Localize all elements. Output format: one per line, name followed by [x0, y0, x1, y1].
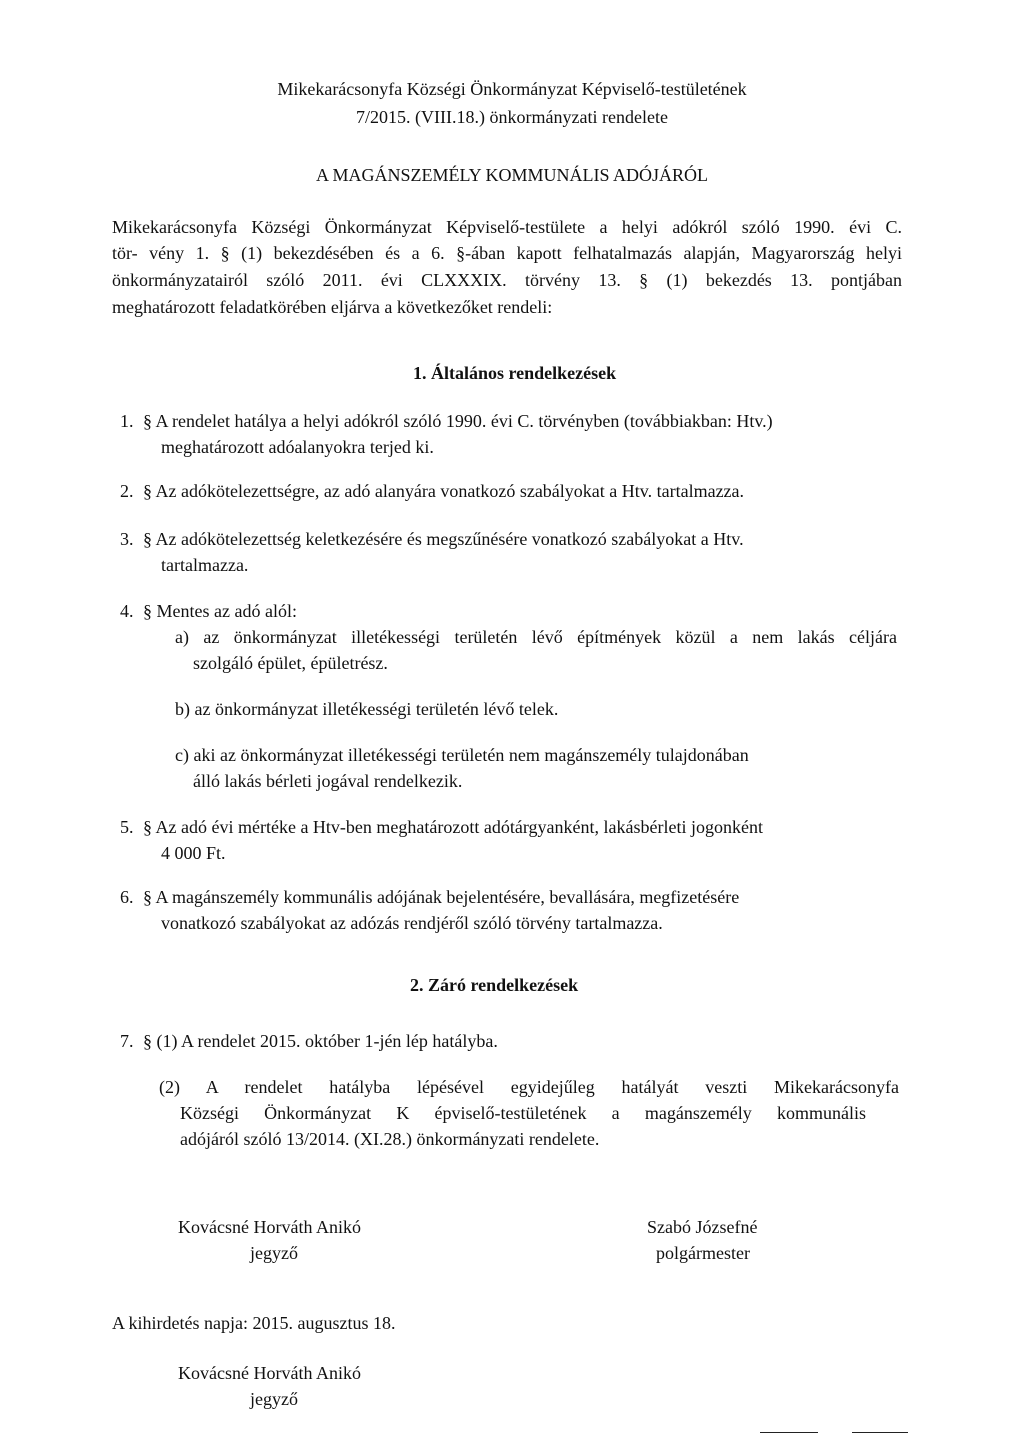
- announcement-signatory-title: jegyző: [250, 1389, 298, 1409]
- paragraph-7-line-1: § (1) A rendelet 2015. október 1-jén lép hatályba.: [143, 1031, 498, 1051]
- paragraph-1-line-1: § A rendelet hatálya a helyi adókról szóló 1990. évi C. törvényben (továbbiakban: Htv.): [143, 411, 773, 431]
- announcement-signatory-name: Kovácsné Horváth Anikó: [178, 1363, 361, 1383]
- announcement-date: A kihirdetés napja: 2015. augusztus 18.: [112, 1313, 396, 1333]
- paragraph-7-2-line-3: adójáról szóló 13/2014. (XI.28.) önkormányzati rendelete.: [180, 1129, 600, 1149]
- section-2-heading: 2. Záró rendelkezések: [410, 975, 579, 995]
- paragraph-1-number: 1.: [120, 411, 134, 431]
- exemption-c-line-2: álló lakás bérleti jogával rendelkezik.: [193, 771, 463, 791]
- signatory-left-name: Kovácsné Horváth Anikó: [178, 1217, 361, 1237]
- paragraph-3-line-1: § Az adókötelezettség keletkezésére és megszűnésére vonatkozó szabályokat a Htv.: [143, 529, 744, 549]
- paragraph-6-line-1: § A magánszemély kommunális adójának bejelentésére, bevallására, megfizetésére: [143, 887, 740, 907]
- signatory-right-name: Szabó Józsefné: [647, 1217, 758, 1237]
- paragraph-5-line-2: 4 000 Ft.: [161, 843, 226, 863]
- paragraph-3-number: 3.: [120, 529, 134, 549]
- section-1-heading: 1. Általános rendelkezések: [413, 363, 617, 383]
- exemption-a-line-1: a) az önkormányzat illetékességi területén lévő építmények közül a nem lakás céljára: [175, 627, 897, 647]
- paragraph-7-number: 7.: [120, 1031, 134, 1051]
- paragraph-6-number: 6.: [120, 887, 134, 907]
- header-decree-number: 7/2015. (VIII.18.) önkormányzati rendelete: [356, 107, 668, 127]
- paragraph-6-line-2: vonatkozó szabályokat az adózás rendjéről szóló törvény tartalmazza.: [161, 913, 663, 933]
- preamble-line-2: tör- vény 1. § (1) bekezdésében és a 6. §-ában kapott felhatalmazás alapján, Magyarország helyi: [112, 243, 902, 263]
- paragraph-4-number: 4.: [120, 601, 134, 621]
- paragraph-5-line-1: § Az adó évi mértéke a Htv-ben meghatározott adótárgyanként, lakásbérleti jogonként: [143, 817, 763, 837]
- bottom-rule-left: [760, 1432, 818, 1433]
- paragraph-5-number: 5.: [120, 817, 134, 837]
- preamble-line-1: Mikekarácsonyfa Községi Önkormányzat Képviselő-testülete a helyi adókról szóló 1990. évi C.: [112, 217, 902, 237]
- header-issuer: Mikekarácsonyfa Községi Önkormányzat Képviselő-testületének: [277, 79, 747, 99]
- paragraph-1-line-2: meghatározott adóalanyokra terjed ki.: [161, 437, 434, 457]
- paragraph-7-2-line-1: (2) A rendelet hatályba lépésével egyidejűleg hatályát veszti Mikekarácsonyfa: [159, 1077, 899, 1097]
- signatory-left-title: jegyző: [250, 1243, 298, 1263]
- paragraph-2-line-1: § Az adókötelezettségre, az adó alanyára vonatkozó szabályokat a Htv. tartalmazza.: [143, 481, 745, 501]
- paragraph-4-line-1: § Mentes az adó alól:: [143, 601, 297, 621]
- preamble-line-3: önkormányzatairól szóló 2011. évi CLXXXIX. törvény 13. § (1) bekezdés 13. pontjában: [112, 270, 902, 290]
- exemption-c-line-1: c) aki az önkormányzat illetékességi területén nem magánszemély tulajdonában: [175, 745, 749, 765]
- signatory-right-title: polgármester: [656, 1243, 750, 1263]
- paragraph-7-2-line-2: Községi Önkormányzat K épviselő-testületének a magánszemély kommunális: [180, 1103, 866, 1123]
- exemption-b-line-1: b) az önkormányzat illetékességi területén lévő telek.: [175, 699, 559, 719]
- document-title: A MAGÁNSZEMÉLY KOMMUNÁLIS ADÓJÁRÓL: [315, 165, 709, 185]
- bottom-rule-right: [852, 1432, 908, 1433]
- paragraph-3-line-2: tartalmazza.: [161, 555, 249, 575]
- paragraph-2-number: 2.: [120, 481, 134, 501]
- exemption-a-line-2: szolgáló épület, épületrész.: [193, 653, 388, 673]
- preamble-line-4: meghatározott feladatkörében eljárva a következőket rendeli:: [112, 297, 553, 317]
